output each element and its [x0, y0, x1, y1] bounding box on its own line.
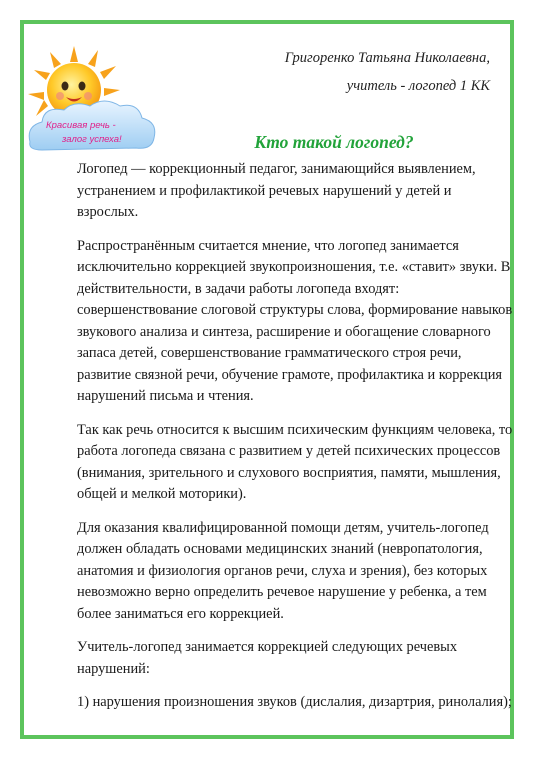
- paragraph: 1) нарушения произношения звуков (дислалия, дизартрия, ринолалия);: [77, 694, 512, 710]
- paragraph: Распространённым считается мнение, что логопед занимается исключительно коррекцией звукопроизношения, т.е. «ставит» звуки. В действительности, в задачи работы логопеда входят: совершенствование слоговой структуры слова, формирование навыков звукового анализа и синтеза, расширение и обогащение словарного запаса детей, совершенствование грамматического строя речи, развитие связной речи, обучение грамоте, профилактика и коррекция нарушений письма и чтения.: [77, 237, 513, 404]
- paragraph: Логопед — коррекционный педагог, занимающийся выявлением, устранением и профилактикой речевых нарушений у детей и взрослых.: [77, 161, 476, 220]
- paragraph: Для оказания квалифицированной помощи детям, учитель-логопед должен обладать основами медицинских знаний (невропатология, анатомия и физиология органов речи, слуха и зрения), без которых невозможно верно определить речевое нарушение у ребенка, а тем более заниматься его коррекцией.: [77, 519, 489, 622]
- article-body: [77, 159, 513, 726]
- paragraph: Так как речь относится к высшим психическим функциям человека, то работа логопеда связана с развитием у детей психических процессов (внимания, зрительного и слухового восприятия, памяти, мышления, общей и мелкой моторики).: [77, 421, 513, 502]
- logo-text-line2: залог успеха!: [62, 134, 122, 145]
- logo-text-line1: Красивая речь -: [46, 120, 116, 131]
- author-position: учитель - логопед 1 КК: [346, 78, 490, 94]
- page-title: Кто такой логопед?: [254, 132, 414, 152]
- paragraph: Учитель-логопед занимается коррекцией следующих речевых нарушений:: [77, 639, 458, 677]
- author-name: Григоренко Татьяна Николаевна,: [284, 50, 490, 66]
- author-block: [285, 44, 490, 100]
